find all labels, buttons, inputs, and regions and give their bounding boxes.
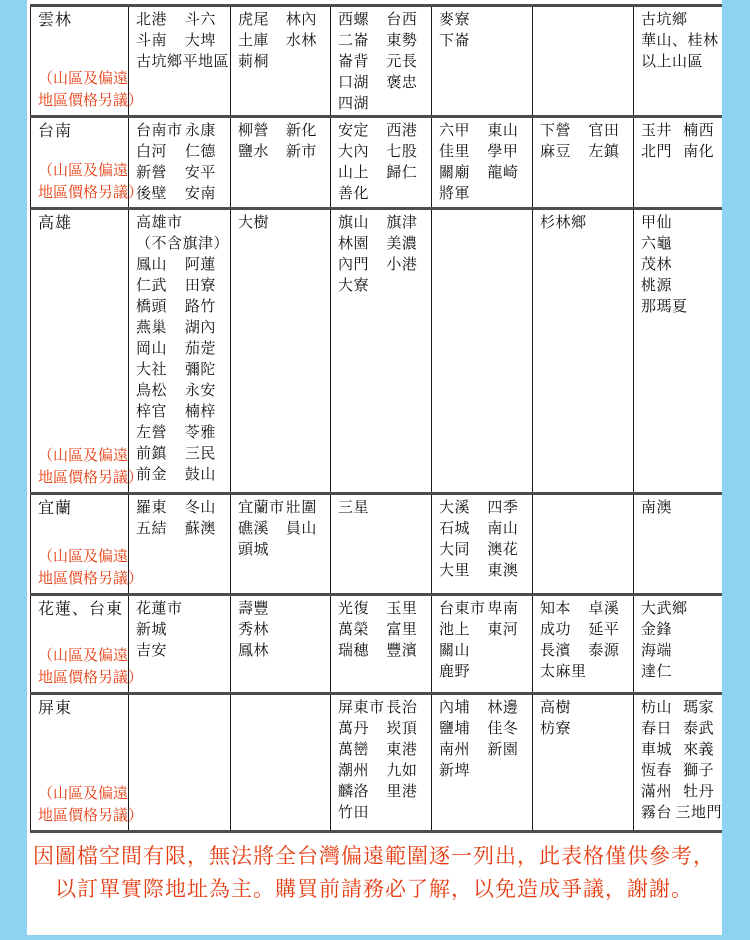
area-name: 車城 (641, 742, 673, 758)
area-name: 屏東市 (338, 700, 385, 716)
region-name: 屏東 (38, 700, 73, 717)
area-name: 泰武 (683, 721, 715, 737)
area-name: 潮州 (338, 763, 370, 779)
region-cell (30, 118, 144, 207)
area-cell (230, 7, 330, 115)
area-name: 萬巒 (338, 742, 370, 758)
area-name: 頭城 (238, 542, 270, 558)
area-name: 豐濱 (386, 643, 418, 659)
area-cell (532, 7, 633, 115)
area-name: （不含旗津） (136, 236, 230, 252)
area-name: 二崙 (338, 33, 370, 49)
area-name: 佳冬 (487, 721, 519, 737)
area-name: 富里 (386, 622, 418, 638)
region-cell (30, 210, 144, 492)
area-cell (128, 695, 230, 830)
area-name: 左營 (136, 425, 168, 441)
table-row (30, 210, 722, 495)
area-name: 安平 (184, 165, 216, 181)
area-name: 西螺 (338, 12, 370, 28)
region-note: （山區及偏遠 地區價格另議） (38, 786, 144, 824)
area-name: 獅子 (683, 763, 715, 779)
area-name: 麟洛 (338, 784, 370, 800)
area-name: 高樹 (540, 700, 572, 716)
area-name: 秀林 (238, 622, 270, 638)
area-name: 大同 (439, 542, 471, 558)
area-name: 梓官 (136, 404, 168, 420)
area-name: 九如 (386, 763, 418, 779)
area-name: 大寮 (338, 278, 370, 294)
area-name: 澳花 (487, 542, 519, 558)
area-name: 卑南 (487, 601, 519, 617)
table-row (30, 695, 722, 833)
area-name: 永康 (184, 123, 216, 139)
area-name: 南山 (487, 521, 519, 537)
area-name: 里港 (386, 784, 418, 800)
area-cell (230, 695, 330, 830)
area-name: 下崙 (439, 33, 471, 49)
area-name: 五結 (136, 521, 168, 537)
area-name: 大溪 (439, 500, 471, 516)
area-cell (633, 118, 722, 207)
area-cell (532, 118, 633, 207)
area-name: 東河 (487, 622, 519, 638)
area-cell (330, 7, 431, 115)
area-name: 旗津 (386, 215, 418, 231)
area-name: 小港 (386, 257, 418, 273)
area-name: 泰源 (588, 643, 620, 659)
area-cell (633, 495, 722, 593)
area-name: 西港 (386, 123, 418, 139)
area-name: 北港 (136, 12, 168, 28)
area-name: 大樹 (238, 215, 270, 231)
area-name: 台南市 (136, 123, 183, 139)
area-name: 關廟 (439, 165, 471, 181)
area-name: 冬山 (184, 500, 216, 516)
area-name: 金鋒 (641, 622, 673, 638)
area-name: 員山 (285, 521, 317, 537)
area-name: 春日 (641, 721, 673, 737)
area-name: 斗六 (184, 12, 216, 28)
area-name: 佳里 (439, 144, 471, 160)
area-name: 安南 (184, 186, 216, 202)
area-name: 田寮 (184, 278, 216, 294)
area-cell (330, 596, 431, 692)
region-note: （山區及偏遠 地區價格另議） (38, 448, 144, 486)
area-name: 楠梓 (184, 404, 216, 420)
area-name: 大內 (338, 144, 370, 160)
area-name: 鹽水 (238, 144, 270, 160)
area-name: 羅東 (136, 500, 168, 516)
area-name: 東勢 (386, 33, 418, 49)
region-cell (30, 695, 144, 830)
area-name: 三星 (338, 500, 370, 516)
area-name: 牡丹 (683, 784, 715, 800)
area-name: 苓雅 (184, 425, 216, 441)
area-name: 茄萣 (184, 341, 216, 357)
area-name: 枋山 (641, 700, 673, 716)
area-cell (230, 495, 330, 593)
area-name: 桃源 (641, 278, 673, 294)
area-cell (330, 210, 431, 492)
area-name: 林園 (338, 236, 370, 252)
area-name: 新化 (285, 123, 317, 139)
area-name: 霧台 (641, 805, 673, 821)
area-cell (128, 7, 230, 115)
area-name: 新埤 (439, 763, 471, 779)
area-cell (431, 7, 532, 115)
area-name: 林內 (285, 12, 317, 28)
area-name: 後壁 (136, 186, 168, 202)
area-name: 三地門 (675, 805, 722, 821)
area-name: 六龜 (641, 236, 673, 252)
area-name: 成功 (540, 622, 572, 638)
area-name: 大里 (439, 563, 471, 579)
area-name: 阿蓮 (184, 257, 216, 273)
area-name: 海端 (641, 643, 673, 659)
footer-note (27, 840, 721, 906)
area-name: 吉安 (136, 643, 168, 659)
area-name: 茂林 (641, 257, 673, 273)
region-note: （山區及偏遠 地區價格另議） (38, 549, 144, 587)
content-panel (27, 0, 722, 935)
area-name: 四湖 (338, 96, 370, 112)
area-name: 仁德 (184, 144, 216, 160)
area-name: 麻豆 (540, 144, 572, 160)
area-name: 瑞穗 (338, 643, 370, 659)
area-name: 四季 (487, 500, 519, 516)
area-cell (330, 495, 431, 593)
area-cell (633, 7, 722, 115)
area-name: 華山、桂林 (641, 33, 719, 49)
area-name: 古坑鄉平地區 (136, 54, 230, 70)
area-name: 內門 (338, 257, 370, 273)
area-name: 長濱 (540, 643, 572, 659)
area-cell (431, 596, 532, 692)
area-name: 甲仙 (641, 215, 673, 231)
area-cell (230, 118, 330, 207)
area-name: 新園 (487, 742, 519, 758)
area-name: 以上山區 (641, 54, 704, 70)
area-name: 將軍 (439, 186, 471, 202)
area-name: 橋頭 (136, 299, 168, 315)
area-name: 林邊 (487, 700, 519, 716)
area-name: 美濃 (386, 236, 418, 252)
area-cell (532, 210, 633, 492)
area-cell (532, 596, 633, 692)
area-name: 前金 (136, 467, 168, 483)
area-name: 三民 (184, 446, 216, 462)
area-name: 永安 (184, 383, 216, 399)
area-name: 恆春 (641, 763, 673, 779)
area-name: 東港 (386, 742, 418, 758)
area-name: 北門 (641, 144, 673, 160)
area-name: 莿桐 (238, 54, 270, 70)
area-cell (431, 210, 532, 492)
area-name: 台東市 (439, 601, 486, 617)
area-name: 六甲 (439, 123, 471, 139)
area-name: 新營 (136, 165, 168, 181)
area-name: 歸仁 (386, 165, 418, 181)
table-row (30, 495, 722, 596)
area-cell (633, 210, 722, 492)
area-cell (230, 596, 330, 692)
footer-note-line1: 因圖檔空間有限，無法將全台灣偏遠範圍逐一列出，此表格僅供參考， (33, 844, 715, 868)
area-cell (330, 695, 431, 830)
area-name: 善化 (338, 186, 370, 202)
area-name: 延平 (588, 622, 620, 638)
area-name: 古坑鄉 (641, 12, 688, 28)
area-name: 燕巢 (136, 320, 168, 336)
area-cell (532, 695, 633, 830)
area-name: 土庫 (238, 33, 270, 49)
footer-note-line2: 以訂單實際地址為主。購買前請務必了解，以免造成爭議，謝謝。 (55, 877, 693, 901)
area-name: 瑪家 (683, 700, 715, 716)
area-name: 口湖 (338, 75, 370, 91)
area-name: 高雄市 (136, 215, 183, 231)
area-name: 大埤 (184, 33, 216, 49)
area-name: 岡山 (136, 341, 168, 357)
region-note: （山區及偏遠 地區價格另議） (38, 163, 144, 201)
area-cell (633, 695, 722, 830)
area-cell (633, 596, 722, 692)
area-cell (128, 495, 230, 593)
region-table (30, 4, 722, 833)
area-name: 路竹 (184, 299, 216, 315)
area-name: 麥寮 (439, 12, 471, 28)
area-name: 玉井 (641, 123, 673, 139)
area-name: 崁頂 (386, 721, 418, 737)
area-name: 蘇澳 (184, 521, 216, 537)
area-cell (431, 695, 532, 830)
area-name: 卓溪 (588, 601, 620, 617)
area-name: 官田 (588, 123, 620, 139)
area-name: 彌陀 (184, 362, 216, 378)
area-cell (330, 118, 431, 207)
area-name: 竹田 (338, 805, 370, 821)
area-name: 那瑪夏 (641, 299, 688, 315)
area-name: 新市 (285, 144, 317, 160)
area-name: 新城 (136, 622, 168, 638)
area-name: 楠西 (683, 123, 715, 139)
area-name: 鳳林 (238, 643, 270, 659)
area-name: 知本 (540, 601, 572, 617)
area-name: 玉里 (386, 601, 418, 617)
region-name: 台南 (38, 123, 73, 140)
area-name: 仁武 (136, 278, 168, 294)
region-name: 雲林 (38, 12, 73, 29)
area-name: 長治 (386, 700, 418, 716)
area-name: 東山 (487, 123, 519, 139)
area-name: 杉林鄉 (540, 215, 587, 231)
area-name: 元長 (386, 54, 418, 70)
area-name: 石城 (439, 521, 471, 537)
area-name: 學甲 (487, 144, 519, 160)
area-name: 滿州 (641, 784, 673, 800)
area-name: 鳥松 (136, 383, 168, 399)
area-cell (230, 210, 330, 492)
region-name: 高雄 (38, 215, 73, 232)
area-cell (128, 118, 230, 207)
region-note: （山區及偏遠 地區價格另議） (38, 71, 144, 109)
table-row (30, 118, 722, 210)
area-name: 太麻里 (540, 664, 587, 680)
area-name: 達仁 (641, 664, 673, 680)
area-name: 萬丹 (338, 721, 370, 737)
region-name: 宜蘭 (38, 500, 73, 517)
area-name: 鳳山 (136, 257, 168, 273)
region-name: 花蓮、台東 (38, 601, 124, 618)
area-name: 壯圍 (285, 500, 317, 516)
area-name: 褒忠 (386, 75, 418, 91)
area-name: 斗南 (136, 33, 168, 49)
area-name: 七股 (386, 144, 418, 160)
area-name: 池上 (439, 622, 471, 638)
area-name: 鼓山 (184, 467, 216, 483)
area-name: 虎尾 (238, 12, 270, 28)
area-name: 南澳 (641, 500, 673, 516)
area-cell (532, 495, 633, 593)
area-name: 龍崎 (487, 165, 519, 181)
area-name: 柳營 (238, 123, 270, 139)
area-name: 花蓮市 (136, 601, 183, 617)
area-name: 南化 (683, 144, 715, 160)
area-name: 內埔 (439, 700, 471, 716)
area-name: 礁溪 (238, 521, 270, 537)
area-name: 大武鄉 (641, 601, 688, 617)
area-cell (431, 495, 532, 593)
area-name: 白河 (136, 144, 168, 160)
area-name: 鹿野 (439, 664, 471, 680)
area-name: 安定 (338, 123, 370, 139)
area-name: 枋寮 (540, 721, 572, 737)
area-name: 旗山 (338, 215, 370, 231)
area-name: 前鎮 (136, 446, 168, 462)
region-cell (30, 596, 144, 692)
area-name: 光復 (338, 601, 370, 617)
area-name: 鹽埔 (439, 721, 471, 737)
area-name: 大社 (136, 362, 168, 378)
area-name: 水林 (285, 33, 317, 49)
table-row (30, 596, 722, 695)
area-name: 東澳 (487, 563, 519, 579)
area-name: 關山 (439, 643, 471, 659)
region-cell (30, 495, 144, 593)
area-name: 湖內 (184, 320, 216, 336)
area-name: 來義 (683, 742, 715, 758)
region-cell (30, 7, 144, 115)
area-name: 山上 (338, 165, 370, 181)
area-name: 宜蘭市 (238, 500, 285, 516)
area-name: 左鎮 (588, 144, 620, 160)
area-cell (431, 118, 532, 207)
area-name: 南州 (439, 742, 471, 758)
area-cell (128, 210, 230, 492)
table-row (30, 7, 722, 118)
region-note: （山區及偏遠 地區價格另議） (38, 648, 144, 686)
area-name: 下營 (540, 123, 572, 139)
area-cell (128, 596, 230, 692)
area-name: 台西 (386, 12, 418, 28)
area-name: 萬榮 (338, 622, 370, 638)
area-name: 崙背 (338, 54, 370, 70)
area-name: 壽豐 (238, 601, 270, 617)
